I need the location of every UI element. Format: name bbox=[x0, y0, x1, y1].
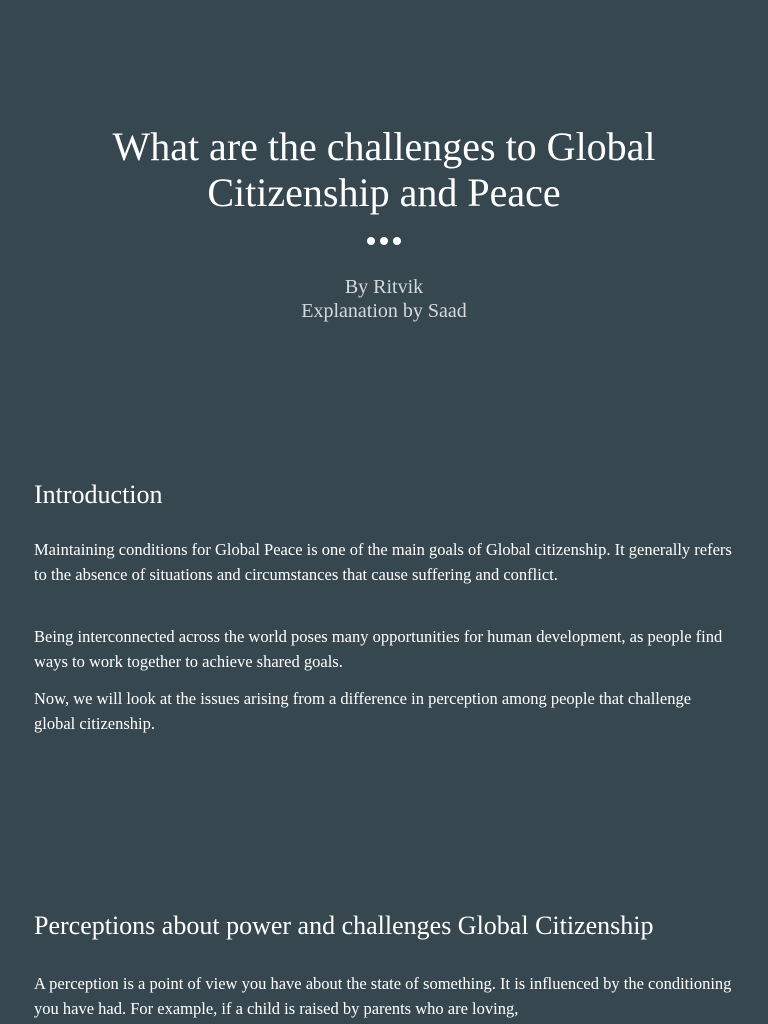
intro-paragraph-3: Now, we will look at the issues arising from a difference in perception among people that challenge global citizenship. bbox=[34, 689, 692, 733]
perceptions-paragraph: A perception is a point of view you have about the state of something. It is influenced by the conditioning you have had. For example, if a child is raised by parents who are loving, bbox=[34, 974, 732, 1018]
byline bbox=[0, 275, 768, 323]
author-line: By Ritvik bbox=[344, 276, 424, 298]
dot-icon bbox=[367, 237, 375, 245]
perceptions-heading: Perceptions about power and challenges Global Citizenship bbox=[34, 911, 654, 940]
document-title: What are the challenges to Global Citizenship and Peace bbox=[112, 124, 656, 215]
perceptions-slide bbox=[0, 900, 768, 1024]
title-slide bbox=[0, 0, 768, 430]
introduction-slide bbox=[0, 470, 768, 770]
dot-icon bbox=[380, 237, 388, 245]
intro-paragraph-1: Maintaining conditions for Global Peace is one of the main goals of Global citizenship. It generally refers to the absence of situations and circumstances that cause suffering and conflict. bbox=[34, 540, 732, 584]
ellipsis-divider bbox=[0, 237, 768, 245]
introduction-heading: Introduction bbox=[34, 480, 163, 509]
dot-icon bbox=[393, 237, 401, 245]
explanation-line: Explanation by Saad bbox=[301, 300, 467, 322]
intro-paragraph-2: Being interconnected across the world poses many opportunities for human development, as people find ways to work together to achieve shared goals. bbox=[34, 627, 723, 671]
